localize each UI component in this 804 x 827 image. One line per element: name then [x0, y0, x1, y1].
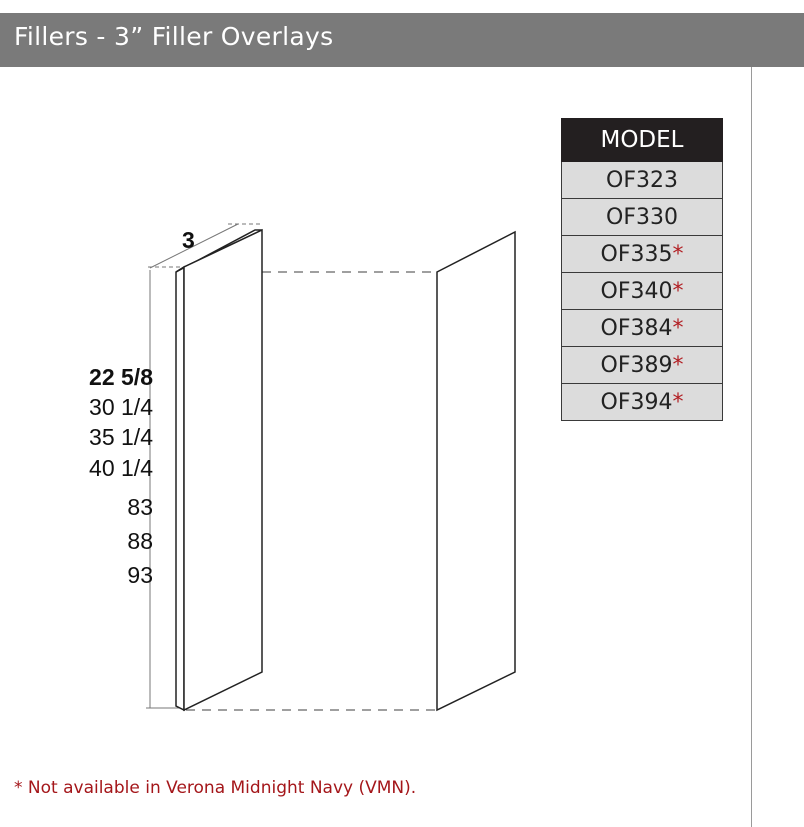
- table-row: [562, 162, 723, 199]
- model-code: OF323: [606, 167, 678, 193]
- availability-mark: *: [672, 241, 684, 267]
- height-label: 22 5/8: [89, 364, 153, 390]
- model-code: OF330: [606, 204, 678, 230]
- availability-mark: *: [672, 352, 684, 378]
- model-cell: [562, 199, 723, 236]
- model-code: OF335: [600, 241, 673, 267]
- height-label: 40 1/4: [89, 455, 153, 481]
- availability-mark: *: [672, 278, 684, 304]
- page-title: Fillers - 3” Filler Overlays: [14, 22, 334, 51]
- model-code: OF340: [600, 278, 673, 304]
- model-code: OF384: [600, 315, 673, 341]
- availability-mark: *: [672, 389, 684, 415]
- height-label: 35 1/4: [89, 424, 153, 450]
- model-column-header: MODEL: [562, 119, 723, 162]
- model-cell: [562, 162, 723, 199]
- height-label: 30 1/4: [89, 394, 153, 420]
- height-label: 93: [127, 562, 153, 588]
- model-code: OF394: [600, 389, 673, 415]
- table-row: [562, 236, 723, 273]
- table-row: [562, 310, 723, 347]
- availability-mark: *: [672, 315, 684, 341]
- model-cell: [562, 347, 723, 384]
- height-label: 83: [127, 494, 153, 520]
- height-label: 88: [127, 528, 153, 554]
- model-table: [561, 118, 723, 421]
- model-cell: [562, 273, 723, 310]
- left-panel-side: [184, 230, 262, 710]
- model-cell: [562, 384, 723, 421]
- table-row: [562, 384, 723, 421]
- table-row: [562, 347, 723, 384]
- table-row: [562, 199, 723, 236]
- availability-footnote: * Not available in Verona Midnight Navy (VMN).: [14, 778, 417, 798]
- table-header-row: [562, 119, 723, 162]
- model-cell: [562, 310, 723, 347]
- left-panel-front: [176, 267, 184, 710]
- model-cell: [562, 236, 723, 273]
- model-code: OF389: [600, 352, 673, 378]
- table-row: [562, 273, 723, 310]
- depth-label: 3: [182, 227, 195, 253]
- right-panel: [437, 232, 515, 710]
